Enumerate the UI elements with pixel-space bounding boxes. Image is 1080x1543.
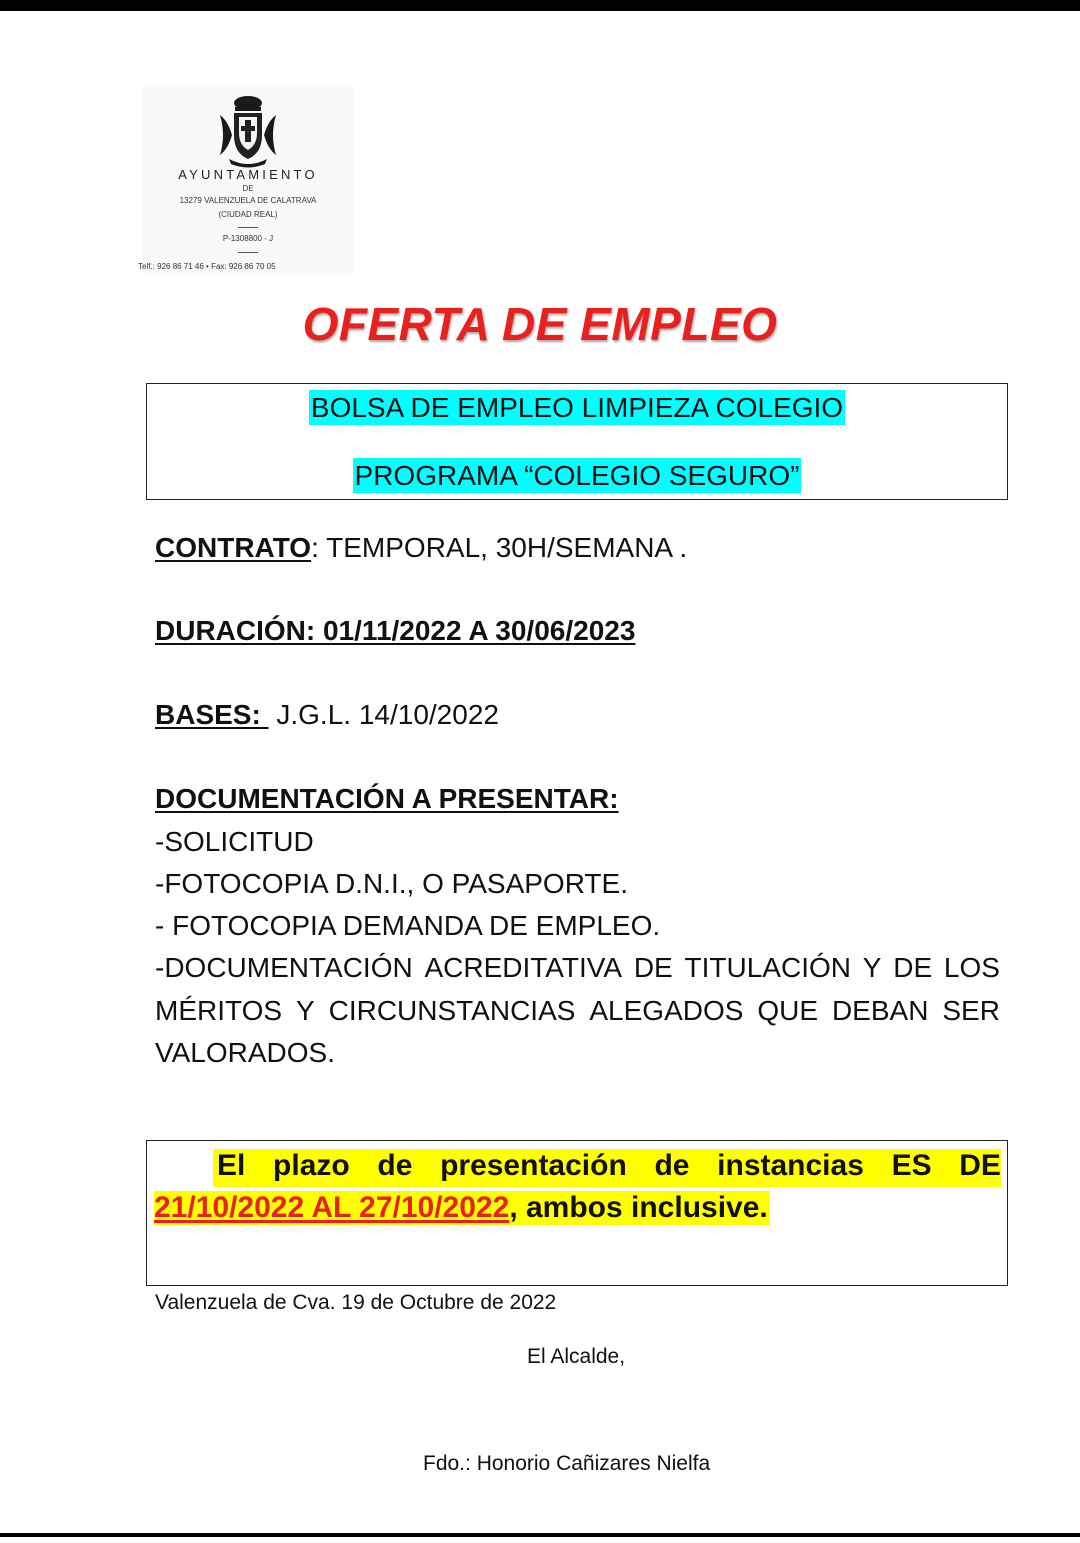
documentacion-heading — [155, 783, 619, 815]
contrato-value: : TEMPORAL, 30H/SEMANA . — [311, 532, 688, 563]
letterhead-address: 13279 VALENZUELA DE CALATRAVA — [179, 196, 317, 205]
word: SER — [942, 995, 1000, 1026]
contrato-label: CONTRATO — [155, 532, 312, 563]
word: TITULACIÓN — [684, 952, 851, 983]
word: Y — [295, 995, 315, 1026]
word: DE — [633, 952, 673, 983]
doc-item-long-line2 — [155, 995, 1000, 1027]
doc-item-long-line1 — [155, 952, 1000, 984]
plazo-line1 — [147, 1149, 1001, 1185]
word: CIRCUNSTANCIAS — [328, 995, 576, 1026]
top-bar — [0, 0, 1080, 11]
word: ALEGADOS — [589, 995, 744, 1026]
page-title: OFERTA DE EMPLEO — [302, 298, 778, 350]
letterhead-province: (CIUDAD REAL) — [218, 210, 278, 219]
doc-item: -SOLICITUD — [155, 826, 314, 857]
word: DEBAN — [831, 995, 929, 1026]
word: instancias — [717, 1149, 864, 1182]
word: DE — [959, 1149, 1001, 1182]
letterhead-phone: Telf.: 926 86 71 46 • Fax: 926 86 70 05 — [138, 262, 276, 271]
bases-value: J.G.L. 14/10/2022 — [268, 699, 499, 730]
plazo-dates: 21/10/2022 AL 27/10/2022 — [154, 1191, 510, 1224]
word: MÉRITOS — [155, 995, 283, 1026]
word: -DOCUMENTACIÓN — [155, 952, 413, 983]
word: de — [377, 1149, 413, 1182]
word: El — [217, 1149, 246, 1182]
letterhead-code: P-1308800 - J — [222, 234, 274, 243]
letterhead-divider — [238, 227, 258, 228]
word: plazo — [273, 1149, 350, 1182]
letterhead — [138, 85, 354, 275]
bottom-rule — [0, 1533, 1080, 1537]
signer-role: El Alcalde, — [527, 1345, 626, 1368]
bases-label: BASES: — [155, 699, 269, 730]
word: DE — [893, 952, 933, 983]
contrato-line — [155, 532, 687, 564]
program-box — [146, 383, 1008, 500]
program-name: BOLSA DE EMPLEO LIMPIEZA COLEGIO — [310, 392, 844, 423]
duracion-label: DURACIÓN: 01/11/2022 A 30/06/2023 — [155, 615, 636, 646]
documentacion-heading-text: DOCUMENTACIÓN A PRESENTAR: — [155, 783, 619, 814]
doc-item: -FOTOCOPIA D.N.I., O PASAPORTE. — [155, 868, 628, 899]
signature-line: Fdo.: Honorio Cañizares Nielfa — [423, 1452, 711, 1475]
letterhead-name: AYUNTAMIENTO — [178, 167, 318, 182]
bases-line — [155, 699, 499, 731]
duracion-line — [155, 615, 635, 647]
place-date: Valenzuela de Cva. 19 de Octubre de 2022 — [155, 1291, 557, 1314]
word: ACREDITATIVA — [424, 952, 623, 983]
word: ES — [891, 1149, 932, 1182]
word: presentación — [440, 1149, 627, 1182]
word: LOS — [943, 952, 1000, 983]
plazo-box — [146, 1140, 1008, 1286]
program-subtitle: PROGRAMA “COLEGIO SEGURO” — [354, 460, 800, 491]
letterhead-divider — [238, 252, 258, 253]
plazo-suffix: , ambos inclusive. — [509, 1191, 768, 1224]
coat-of-arms-icon — [215, 93, 281, 169]
doc-item: - FOTOCOPIA DEMANDA DE EMPLEO. — [155, 910, 661, 941]
plazo-line2 — [154, 1191, 770, 1225]
word: Y — [862, 952, 882, 983]
word: de — [654, 1149, 690, 1182]
doc-item-long-line3: VALORADOS. — [155, 1037, 335, 1068]
letterhead-de: DE — [242, 184, 254, 193]
word: QUE — [757, 995, 819, 1026]
